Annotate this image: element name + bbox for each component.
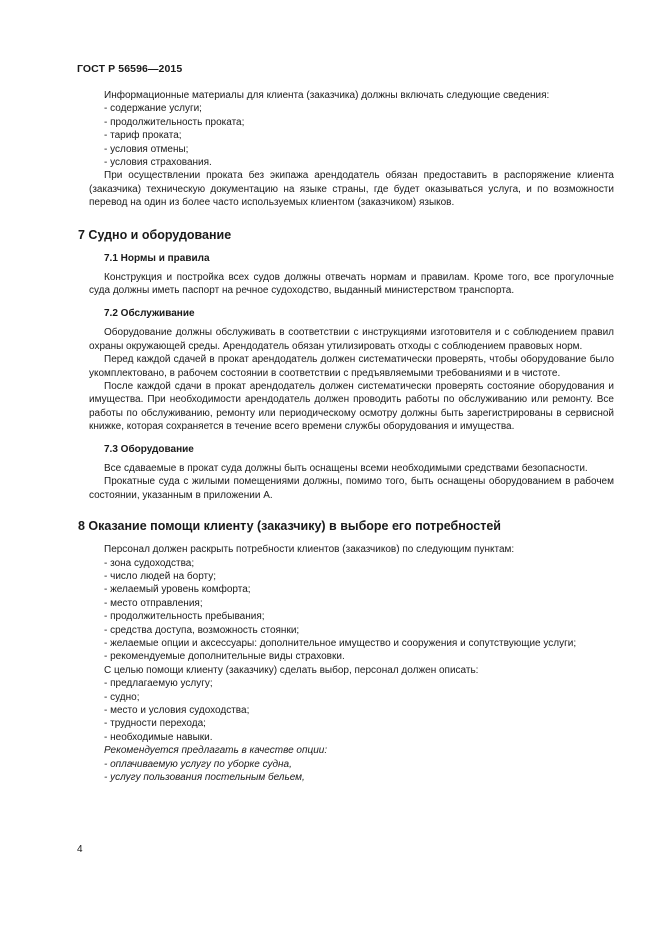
- list-item: - рекомендуемые дополнительные виды страховки.: [104, 651, 345, 663]
- list-item: - трудности перехода;: [104, 718, 206, 730]
- list-item: - условия отмены;: [104, 143, 189, 155]
- list-item: - зона судоходства;: [104, 557, 195, 569]
- standard-header: ГОСТ Р 56596—2015: [77, 63, 183, 75]
- section-8-heading: 8 Оказание помощи клиенту (заказчику) в выборе его потребностей: [78, 519, 501, 534]
- section-8-lead: Персонал должен раскрыть потребности клиентов (заказчиков) по следующим пунктам:: [104, 544, 515, 556]
- section-7-3-paragraph-1: Все сдаваемые в прокат суда должны быть оснащены всеми необходимыми средствами безопасности.: [104, 462, 588, 474]
- list-item: - содержание услуги;: [104, 103, 202, 115]
- intro-list: [89, 102, 614, 169]
- section-7-2-heading: 7.2 Обслуживание: [104, 307, 195, 319]
- page-number: 4: [77, 844, 83, 855]
- list-item: - желаемые опции и аксессуары: дополнительное имущество и сооружения и сопутствующие услуги;: [104, 638, 577, 649]
- section-7-1-text: Конструкция и постройка всех судов должны отвечать нормам и правилам. Кроме того, все прогулочные суда должны иметь паспорт на речное судоходство, выданный министерством транспорта.: [89, 272, 614, 297]
- list-item: - число людей на борту;: [104, 570, 217, 582]
- section-7-heading: 7 Судно и оборудование: [78, 227, 232, 242]
- section-7-2-paragraph-1: Оборудование должны обслуживать в соответствии с инструкциями изготовителя и с соблюдением правил охраны окружающей среды. Арендодатель обязан утилизировать отходы с соблюдением правовых норм.: [89, 327, 614, 352]
- section-7-2-paragraph-3: После каждой сдачи в прокат арендодатель должен систематически проверять состояние оборудования и имущества. При необходимости арендодатель должен проводить работы по обслуживанию или ремонту. Все работы по обслуживанию, ремонту или периодическому осмотру должны быть зарегистрированы в сервисной книжке, которая сохраняется в течение всего времени службы оборудования и имущества.: [89, 380, 614, 433]
- section-7-3-heading: 7.3 Оборудование: [104, 443, 194, 455]
- list-item: - продолжительность проката;: [104, 116, 245, 128]
- intro-paragraph: При осуществлении проката без экипажа арендодатель обязан предоставить в распоряжение клиента (заказчика) техническую документацию на языке страны, где будет оказываться услуга, и по возможности перевод на один из более часто используемых клиентом (заказчиком) языков.: [89, 170, 614, 209]
- describe-list: [89, 677, 614, 744]
- list-item: - предлагаемую услугу;: [104, 678, 213, 690]
- needs-list: [89, 557, 614, 664]
- list-item: - тариф проката;: [104, 130, 182, 142]
- section-8-lead-2: С целью помощи клиенту (заказчику) сделать выбор, персонал должен описать:: [104, 664, 479, 676]
- recommendation-lead: Рекомендуется предлагать в качестве опции:: [104, 745, 328, 757]
- intro-lead: Информационные материалы для клиента (заказчика) должны включать следующие сведения:: [104, 90, 550, 101]
- section-7-3-paragraph-2: Прокатные суда с жилыми помещениями должны, помимо того, быть оснащены оборудованием в рабочем состоянии, указанным в приложении А.: [89, 476, 614, 501]
- list-item: - продолжительность пребывания;: [104, 611, 265, 623]
- list-item: - судно;: [104, 691, 140, 703]
- section-7-1-heading: 7.1 Нормы и правила: [104, 252, 210, 264]
- document-body: [78, 89, 614, 784]
- list-item: - условия страхования.: [104, 157, 212, 169]
- recommendation-list: [89, 758, 614, 785]
- section-7-2-paragraph-2: Перед каждой сдачей в прокат арендодатель должен систематически проверять, чтобы оборудование было укомплектовано, в рабочем состоянии в соответствии с предъявляемыми требованиями и в чистоте.: [89, 354, 614, 379]
- list-item: - услугу пользования постельным бельем,: [104, 772, 305, 784]
- list-item: - место и условия судоходства;: [104, 705, 250, 717]
- list-item: - желаемый уровень комфорта;: [104, 584, 251, 596]
- list-item: - оплачиваемую услугу по уборке судна,: [104, 758, 292, 770]
- list-item: - необходимые навыки.: [104, 731, 213, 743]
- list-item: - средства доступа, возможность стоянки;: [104, 624, 300, 636]
- list-item: - место отправления;: [104, 597, 203, 609]
